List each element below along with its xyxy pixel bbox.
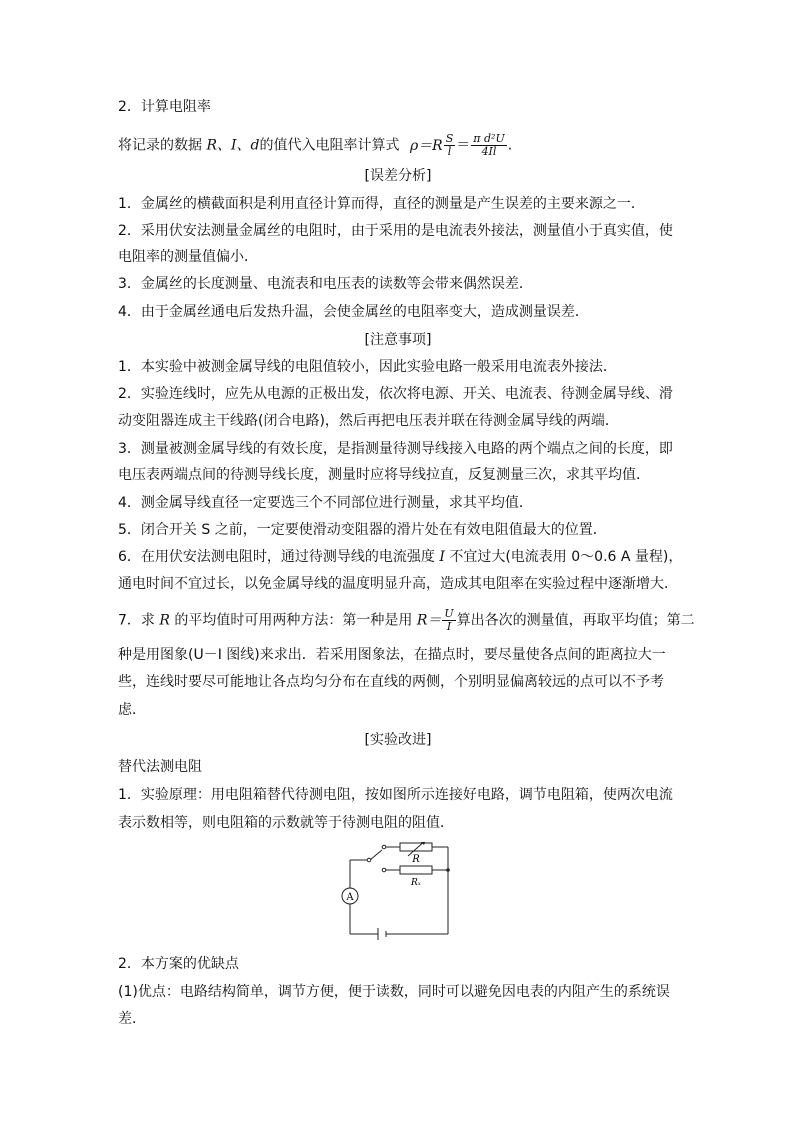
fraction: $\frac{U}{I}$ [444, 607, 454, 633]
ammeter-label: A [346, 892, 354, 903]
paragraph: 3．金属丝的长度测量、电流表和电压表的读数等会带来偶然误差． [118, 276, 533, 292]
paragraph: 2．本方案的优缺点 [118, 956, 239, 972]
resistor-box-label: R [412, 854, 420, 865]
section-heading: 2．计算电阻率 [118, 99, 211, 115]
section-title: [实验改进] [364, 732, 432, 748]
paragraph: 5．闭合开关 S 之前，一定要使滑动变阻器的滑片处在有效电阻值最大的位置． [118, 522, 607, 538]
paragraph: 3．测量被测金属导线的有效长度，是指测量待测导线接入电路的两个端点之间的长度，即 [118, 441, 673, 457]
paragraph: 些，连线时要尽可能地让各点均匀分布在直线的两侧，个别明显偏离较远的点可以不予考 [118, 674, 664, 690]
substitution-circuit-diagram [340, 842, 458, 940]
resistivity-formula-line: 将记录的数据 R、I、d的值代入电阻率计算式 ρ＝R $\frac{S}{l}$ ＝ $\frac{\text{π d²U}}{4Il}$ . [118, 132, 513, 158]
fraction: $\frac{S}{l}$ [445, 132, 454, 158]
paragraph: 1．金属丝的横截面积是利用直径计算而得，直径的测量是产生误差的主要来源之一． [118, 196, 645, 212]
paragraph: 电压表两端点间的待测导线长度，测量时应将导线拉直，反复测量三次，求其平均值． [118, 467, 650, 483]
paragraph: 虑． [118, 702, 146, 718]
paragraph: 2．采用伏安法测量金属丝的电阻时，由于采用的是电流表外接法，测量值小于真实值，使 [118, 223, 673, 239]
paragraph: 4．由于金属丝通电后发热升温，会使金属丝的电阻率变大，造成测量误差． [118, 304, 589, 320]
paragraph: 表示数相等，则电阻箱的示数就等于待测电阻的阻值． [118, 815, 454, 831]
fraction: $\frac{\text{π d²U}}{4Il}$ [473, 132, 505, 158]
section-title: [误差分析] [364, 168, 432, 184]
paragraph: 4．测金属导线直径一定要选三个不同部位进行测量，求其平均值． [118, 495, 533, 511]
paragraph: 6．在用伏安法测电阻时，通过待测导线的电流强度 I 不宜过大(电流表用 0～0.6 A 量程)， [118, 549, 683, 565]
paragraph: (1)优点：电路结构简单，调节方便，便于读数，同时可以避免因电表的内阻产生的系统误 [118, 984, 670, 1000]
paragraph: 种是用图象(U－I 图线)来求出．若采用图象法，在描点时，要尽量使各点间的距离拉大一 [118, 647, 666, 663]
paragraph: 1．本实验中被测金属导线的电阻值较小，因此实验电路一般采用电流表外接法． [118, 359, 617, 375]
paragraph: 1．实验原理：用电阻箱替代待测电阻，按如图所示连接好电路，调节电阻箱，使两次电流 [118, 787, 673, 803]
section-title: [注意事项] [364, 332, 432, 348]
paragraph: 通电时间不宜过长，以免金属导线的温度明显升高，造成其电阻率在实验过程中逐渐增大． [118, 576, 678, 592]
paragraph: 差． [118, 1011, 146, 1027]
sub-heading: 替代法测电阻 [118, 759, 202, 775]
paragraph: 7．求 R 的平均值时可用两种方法：第一种是用 R＝ $\frac{U}{I}$ 算出各次的测量值，再取平均值；第二 [118, 607, 695, 633]
paragraph: 2．实验连线时，应先从电源的正极出发，依次将电源、开关、电流表、待测金属导线、滑 [118, 386, 673, 402]
unknown-resistor-label: Rₓ [411, 878, 421, 888]
paragraph: 电阻率的测量值偏小． [118, 249, 258, 265]
paragraph: 动变阻器连成主干线路(闭合电路)，然后再把电压表并联在待测金属导线的两端． [118, 413, 619, 429]
